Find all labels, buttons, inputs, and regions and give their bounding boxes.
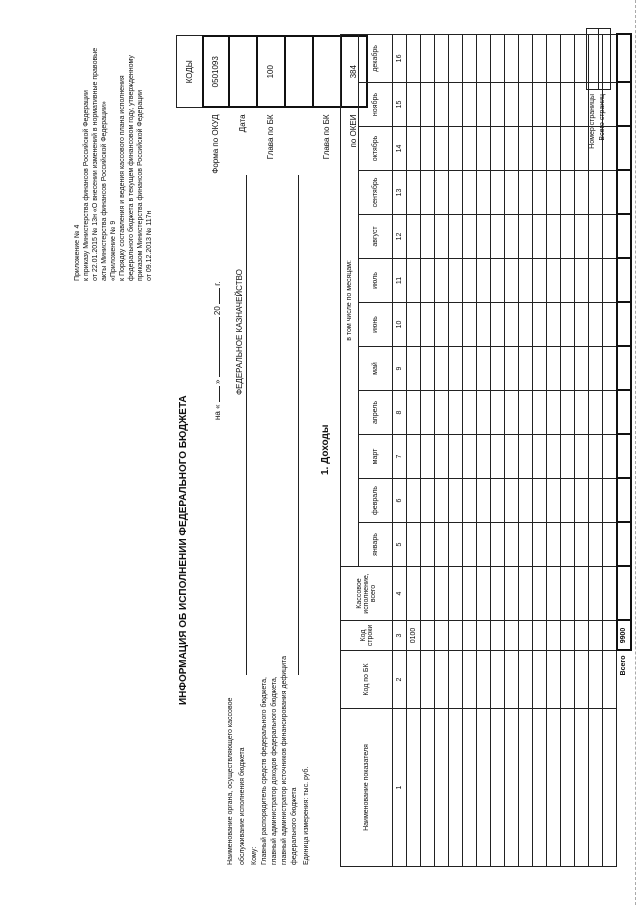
appendix-line: от 09.12.2013 № 117н	[146, 210, 153, 281]
month-header: ноябрь	[359, 83, 393, 127]
codes-value: 0501093	[203, 36, 229, 107]
scan-edge	[635, 0, 636, 905]
codes-label: Глава по БК	[266, 114, 275, 160]
recipient-line3: главный администратор источников финансирования дефицита	[281, 655, 288, 865]
date-year: 20	[213, 306, 222, 316]
month-header: октябрь	[359, 127, 393, 171]
header-kbk: Код по БК	[341, 651, 393, 709]
col-number: 11	[393, 259, 407, 303]
month-header: январь	[359, 523, 393, 567]
month-header: июнь	[359, 303, 393, 347]
table-row	[449, 34, 463, 866]
date-mid: »	[213, 379, 222, 384]
table-row	[533, 34, 547, 866]
section-title: 1. Доходы	[320, 424, 331, 475]
col-number: 7	[393, 435, 407, 479]
organ-label-line1: Наименование органа, осуществляющего кассовое	[227, 697, 234, 865]
page-number-cell[interactable]	[587, 29, 599, 90]
codes-label: Глава по БК	[322, 114, 331, 160]
appendix-block	[73, 48, 154, 281]
codes-label: по ОКЕИ	[349, 114, 358, 148]
page-title: ИНФОРМАЦИЯ ОБ ИСПОЛНЕНИИ ФЕДЕРАЛЬНОГО БЮДЖЕТА	[178, 395, 189, 705]
date-suffix: г.	[213, 281, 222, 286]
header-row-code: Код строки	[341, 621, 393, 651]
col-number: 6	[393, 479, 407, 523]
to-label: Кому:	[251, 846, 258, 865]
organ-value: ФЕДЕРАЛЬНОЕ КАЗНАЧЕЙСТВО	[235, 269, 244, 395]
table-row	[519, 34, 533, 866]
month-header: апрель	[359, 391, 393, 435]
month-header: май	[359, 347, 393, 391]
table-row	[463, 34, 477, 866]
total-label: Всего	[617, 651, 631, 709]
table-row	[407, 34, 421, 866]
month-header: сентябрь	[359, 171, 393, 215]
col-number: 13	[393, 171, 407, 215]
total-pages-cell[interactable]	[599, 29, 611, 90]
col-number: 15	[393, 83, 407, 127]
total-row	[617, 34, 631, 866]
appendix-line: акты Министерства финансов Российской Федерации»	[101, 101, 108, 281]
col-number: 5	[393, 523, 407, 567]
recipient-line4: федерального бюджета	[291, 787, 298, 865]
table-row	[575, 34, 589, 866]
month-header: июль	[359, 259, 393, 303]
codes-label: Форма по ОКУД	[211, 114, 220, 174]
unit-label: Единица измерения: тыс. руб.	[303, 766, 310, 865]
codes-value	[313, 36, 341, 107]
codes-header: КОДЫ	[177, 36, 203, 107]
col-number: 2	[393, 651, 407, 709]
col-number: 3	[393, 621, 407, 651]
month-header: декабрь	[359, 34, 393, 82]
appendix-line: «Приложение № 9	[110, 220, 117, 281]
table-row	[421, 34, 435, 866]
table-row	[505, 34, 519, 866]
page-box	[586, 28, 611, 90]
total-pages-label: Всего страниц	[599, 94, 606, 141]
col-number: 9	[393, 347, 407, 391]
col-number: 12	[393, 215, 407, 259]
col-number: 4	[393, 567, 407, 621]
appendix-line: от 22.01.2015 № 13н «О внесении изменений в нормативные правовые	[92, 47, 99, 281]
col-number: 10	[393, 303, 407, 347]
row-code: 0100	[407, 621, 421, 651]
appendix-line: Приложение № 4	[74, 224, 81, 281]
month-header: август	[359, 215, 393, 259]
table-row	[547, 34, 561, 866]
table-row	[561, 34, 575, 866]
table-row	[477, 34, 491, 866]
date-line	[213, 282, 223, 420]
col-number: 1	[393, 709, 407, 867]
appendix-line: к приказу Министерства финансов Российской Федерации	[83, 90, 90, 281]
codes-value	[285, 36, 313, 107]
col-number: 8	[393, 391, 407, 435]
appendix-line: к Порядку составления и ведения кассового плана исполнения	[119, 75, 126, 281]
column-numbers-row	[393, 34, 407, 866]
col-number: 16	[393, 34, 407, 82]
recipient-line1: Главный распорядитель средств федерального бюджета,	[261, 677, 268, 865]
month-header: февраль	[359, 479, 393, 523]
appendix-line: приказом Министерства финансов Российской Федерации	[137, 89, 144, 281]
codes-value	[229, 36, 257, 107]
codes-value: 384	[341, 36, 367, 107]
codes-label: Дата	[238, 114, 247, 133]
date-prefix: на «	[213, 404, 222, 420]
header-months-group: в том числе по месяцам:	[341, 34, 359, 566]
recipient-line2: главный администратор доходов федерального бюджета,	[271, 676, 278, 865]
page-number-label: Номер страницы	[589, 94, 596, 149]
header-name: Наименование показателя	[341, 709, 393, 867]
codes-table	[176, 35, 368, 265]
codes-value: 100	[257, 36, 285, 107]
table-row	[435, 34, 449, 866]
organ-label-line2: обслуживание исполнения бюджета	[239, 747, 246, 865]
col-number: 14	[393, 127, 407, 171]
header-cash: Кассовое исполнение, всего	[341, 567, 393, 621]
codes-label	[285, 107, 313, 265]
appendix-line: федерального бюджета в текущем финансовом году, утвержденному	[128, 55, 135, 281]
month-header: март	[359, 435, 393, 479]
table-row	[491, 34, 505, 866]
total-code: 9900	[617, 621, 631, 651]
